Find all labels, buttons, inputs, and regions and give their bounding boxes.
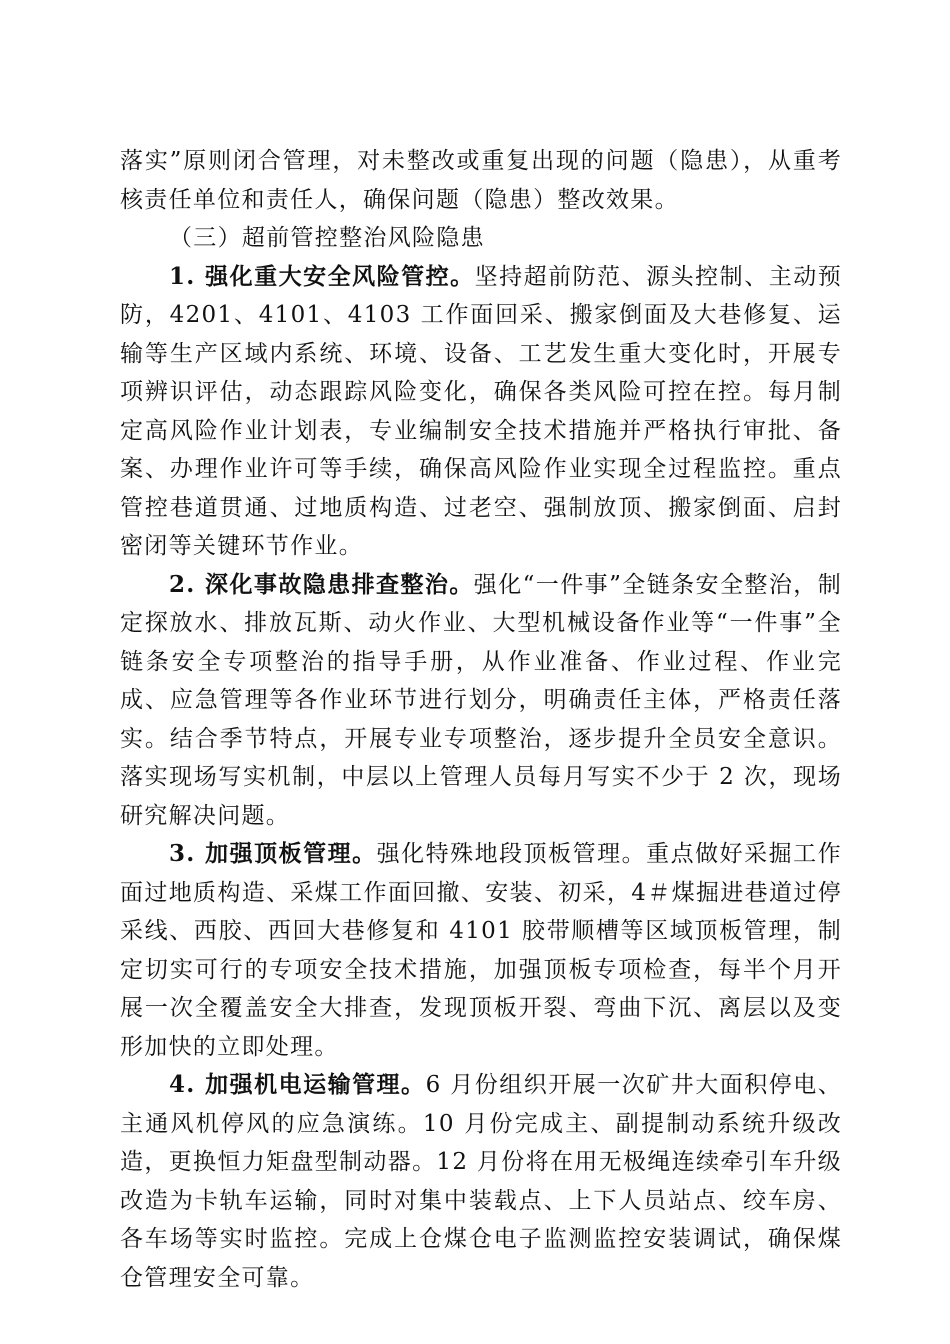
paragraph-hazard-investigation	[120, 566, 842, 836]
document-body	[120, 142, 842, 1297]
paragraph-lead: 3. 加强顶板管理。	[169, 840, 377, 867]
paragraph-lead: 2. 深化事故隐患排查整治。	[169, 570, 474, 598]
paragraph-lead: 1. 强化重大安全风险管控。	[169, 262, 475, 290]
paragraph-continuation: 落实”原则闭合管理，对未整改或重复出现的问题（隐患），从重考核责任单位和责任人，确保问题（隐患）整改效果。	[120, 148, 842, 213]
paragraph-lead: 4. 加强机电运输管理。	[169, 1071, 426, 1098]
paragraph-body: 坚持超前防范、源头控制、主动预防，4201、4101、4103 工作面回采、搬家倒面及大巷修复、运输等生产区域内系统、环境、设备、工艺发生重大变化时，开展专项辨识评估，动态跟踪风险变化，确保各类风险可控在控。每月制定高风险作业计划表，专业编制安全技术措施并严格执行审批、备案、办理作业许可等手续，确保高风险作业实现全过程监控。重点管控巷道贯通、过地质构造、过老空、强制放顶、搬家倒面、启封密闭等关键环节作业。	[120, 263, 842, 559]
section-heading: （三）超前管控整治风险隐患	[169, 225, 485, 251]
paragraph-body: 6 月份组织开展一次矿井大面积停电、主通风机停风的应急演练。10 月份完成主、副提制动系统升级改造，更换恒力矩盘型制动器。12 月份将在用无极绳连续牵引车升级改造为卡轨车运输，同时对集中装载点、上下人员站点、绞车房、各车场等实时监控。完成上仓煤仓电子监测监控安装调试，确保煤仓管理安全可靠。	[120, 1072, 842, 1291]
paragraph-body: 强化“一件事”全链条安全整治，制定探放水、排放瓦斯、动火作业、大型机械设备作业等“一件事”全链条安全专项整治的指导手册，从作业准备、作业过程、作业完成、应急管理等各作业环节进行划分，明确责任主体，严格责任落实。结合季节特点，开展专业专项整治，逐步提升全员安全意识。落实现场写实机制，中层以上管理人员每月写实不少于 2 次，现场研究解决问题。	[120, 571, 843, 829]
paragraph-risk-control	[120, 258, 842, 566]
paragraph-roof-management	[120, 835, 842, 1066]
paragraph-electromechanical	[120, 1066, 842, 1297]
paragraph-body: 强化特殊地段顶板管理。重点做好采掘工作面过地质构造、采煤工作面回撤、安装、初采，4＃煤掘进巷道过停采线、西胶、西回大巷修复和 4101 胶带顺槽等区域顶板管理，制定切实可行的专项安全技术措施，加强顶板专项检查，每半个月开展一次全覆盖安全大排查，发现顶板开裂、弯曲下沉、离层以及变形加快的立即处理。	[120, 841, 842, 1060]
